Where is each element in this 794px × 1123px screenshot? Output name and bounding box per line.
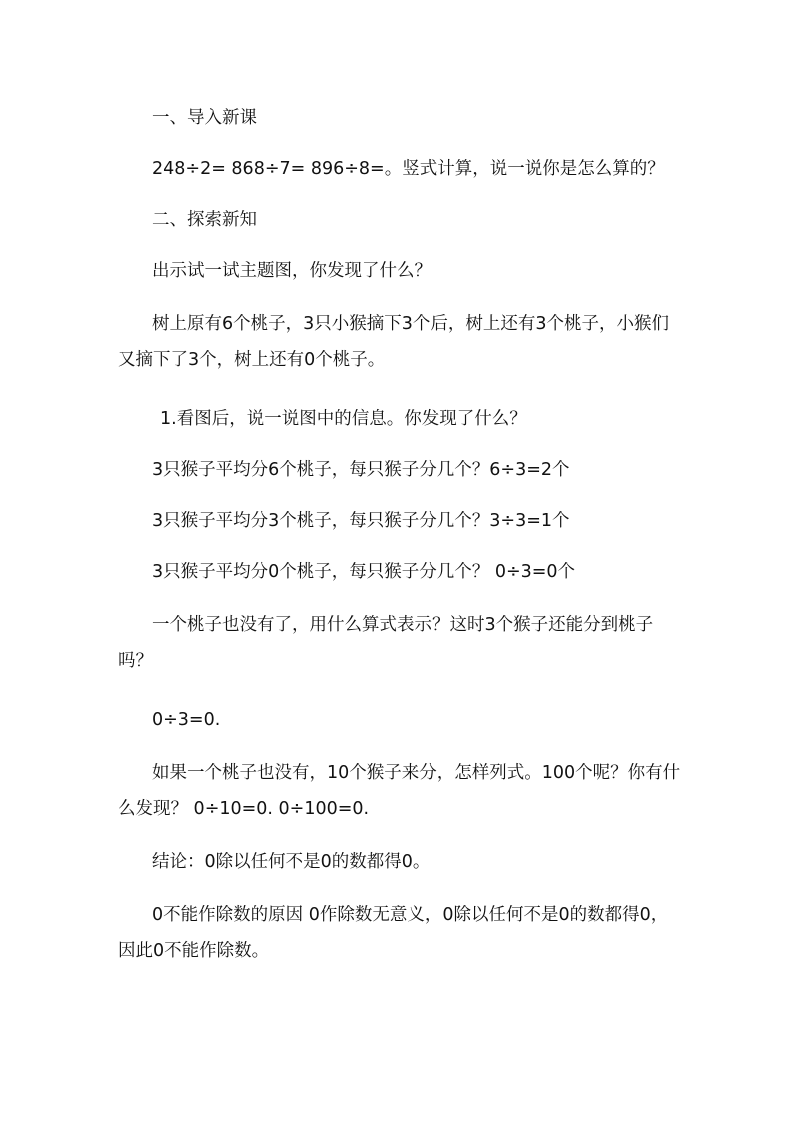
paragraph-zero-divisor-reason: 0不能作除数的原因 0作除数无意义，0除以任何不是0的数都得0，因此0不能作除数。 bbox=[118, 905, 669, 961]
paragraph-example-three: 3只猴子平均分3个桃子，每只猴子分几个？3÷3=1个 bbox=[152, 511, 570, 531]
paragraph-example-six: 3只猴子平均分6个桃子，每只猴子分几个？6÷3=2个 bbox=[152, 460, 570, 480]
paragraph-ten-monkeys: 如果一个桃子也没有，10个猴子来分，怎样列式。100个呢？你有什么发现？ 0÷10=0. 0÷100=0. bbox=[118, 763, 681, 819]
paragraph-conclusion: 结论：0除以任何不是0的数都得0。 bbox=[152, 852, 431, 872]
paragraph-show-picture: 出示试一试主题图，你发现了什么？ bbox=[152, 261, 432, 281]
paragraph-step-one: 1.看图后，说一说图中的信息。你发现了什么？ bbox=[160, 409, 527, 429]
section-heading-intro: 一、导入新课 bbox=[152, 108, 257, 128]
paragraph-no-peach-question: 一个桃子也没有了，用什么算式表示？这时3个猴子还能分到桃子吗？ bbox=[118, 615, 654, 671]
paragraph-zero-div-three: 0÷3=0. bbox=[152, 710, 221, 730]
paragraph-peaches-story: 树上原有6个桃子，3只小猴摘下3个后，树上还有3个桃子，小猴们又摘下了3个，树上还有0个桃子。 bbox=[118, 314, 670, 370]
section-heading-explore: 二、探索新知 bbox=[152, 210, 257, 230]
paragraph-example-zero: 3只猴子平均分0个桃子，每只猴子分几个？ 0÷3=0个 bbox=[152, 562, 576, 582]
paragraph-review-division: 248÷2= 868÷7= 896÷8=。竖式计算，说一说你是怎么算的？ bbox=[152, 159, 665, 179]
